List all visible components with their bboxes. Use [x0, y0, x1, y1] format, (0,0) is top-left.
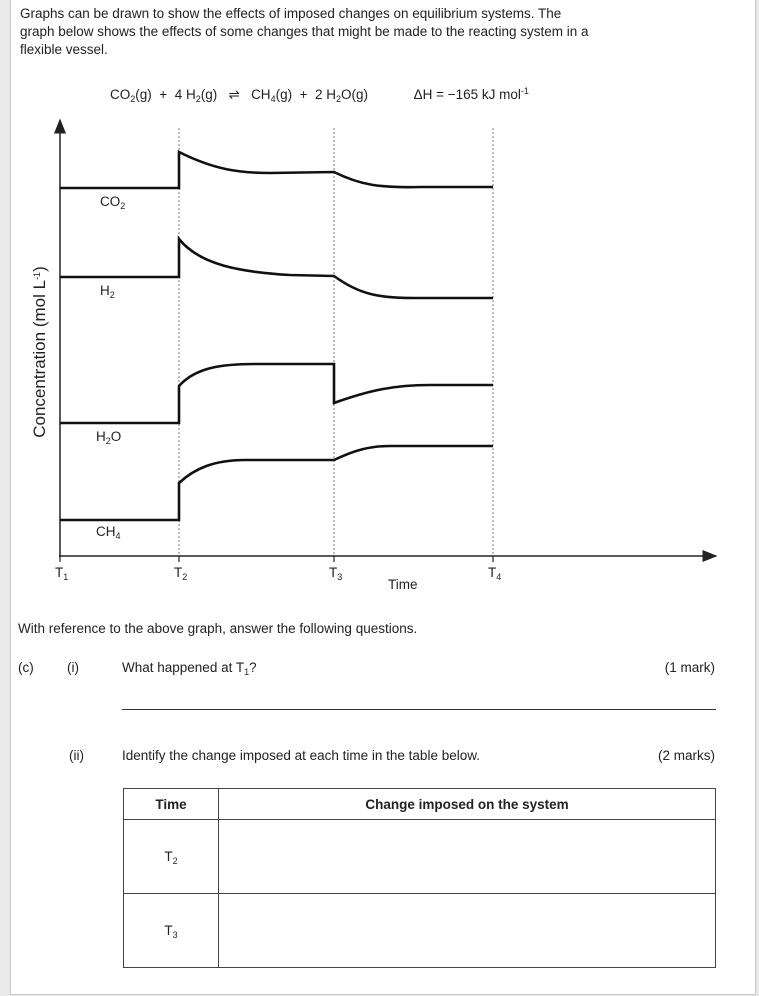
series-label-co2: $CO_2$ — [100, 194, 126, 211]
intro-line-1: Graphs can be drawn to show the effects of imposed changes on equilibrium systems. The — [20, 6, 562, 21]
table-row — [124, 820, 716, 894]
y-axis-label: Concentration (mol $L^{-1}$) — [30, 266, 49, 438]
q1-number: (i) — [67, 660, 79, 675]
x-ticks — [60, 556, 493, 562]
q1-text: What happened at $T_1$? — [122, 660, 257, 677]
series-ch4-line — [60, 446, 493, 520]
change-answer-cell[interactable] — [219, 894, 716, 968]
intro-line-2: graph below shows the effects of some changes that might be made to the reacting system in a — [20, 24, 589, 39]
part-label: (c) — [18, 660, 34, 675]
tick-label-t2: $T_2$ — [174, 565, 188, 582]
series-label-h2: $H_2$ — [100, 283, 115, 300]
q2-number: (ii) — [69, 748, 84, 763]
time-cell: $T_3$ — [124, 894, 219, 968]
enthalpy-change: ΔH = −165 kJ mol — [413, 87, 521, 102]
intro-line-3: flexible vessel. — [20, 42, 108, 57]
series-co2-line — [60, 152, 493, 188]
tick-label-t1: $T_1$ — [55, 565, 69, 582]
q1-marks: (1 mark) — [664, 660, 715, 675]
time-cell: $T_2$ — [124, 820, 219, 894]
series-label-ch4: $CH_4$ — [96, 524, 121, 541]
header-change: Change imposed on the system — [219, 789, 716, 820]
series-h2-line — [60, 239, 493, 298]
q1-answer-line[interactable] — [122, 709, 716, 710]
change-answer-cell[interactable] — [219, 820, 716, 894]
tick-label-t4: $T_4$ — [488, 565, 502, 582]
tick-label-t3: $T_3$ — [329, 565, 343, 582]
table-row — [124, 894, 716, 968]
questions-lead: With reference to the above graph, answer the following questions. — [18, 621, 418, 636]
header-time: Time — [124, 789, 219, 820]
series-label-h2o: $H_2O$ — [96, 429, 122, 446]
answer-table — [123, 788, 716, 968]
series-h2o-line — [60, 364, 493, 423]
q2-text: Identify the change imposed at each time in the table below. — [122, 748, 480, 763]
q2-marks: (2 marks) — [658, 748, 715, 763]
chemical-equation: $CO_2(g) + 4$ $H_2(g)$ ⇌ $CH_4(g) + 2$ $H_2O(g) \Delta H = -165$ kJ mol$^{-1}$ — [110, 86, 529, 104]
x-axis-label: Time — [388, 577, 418, 592]
